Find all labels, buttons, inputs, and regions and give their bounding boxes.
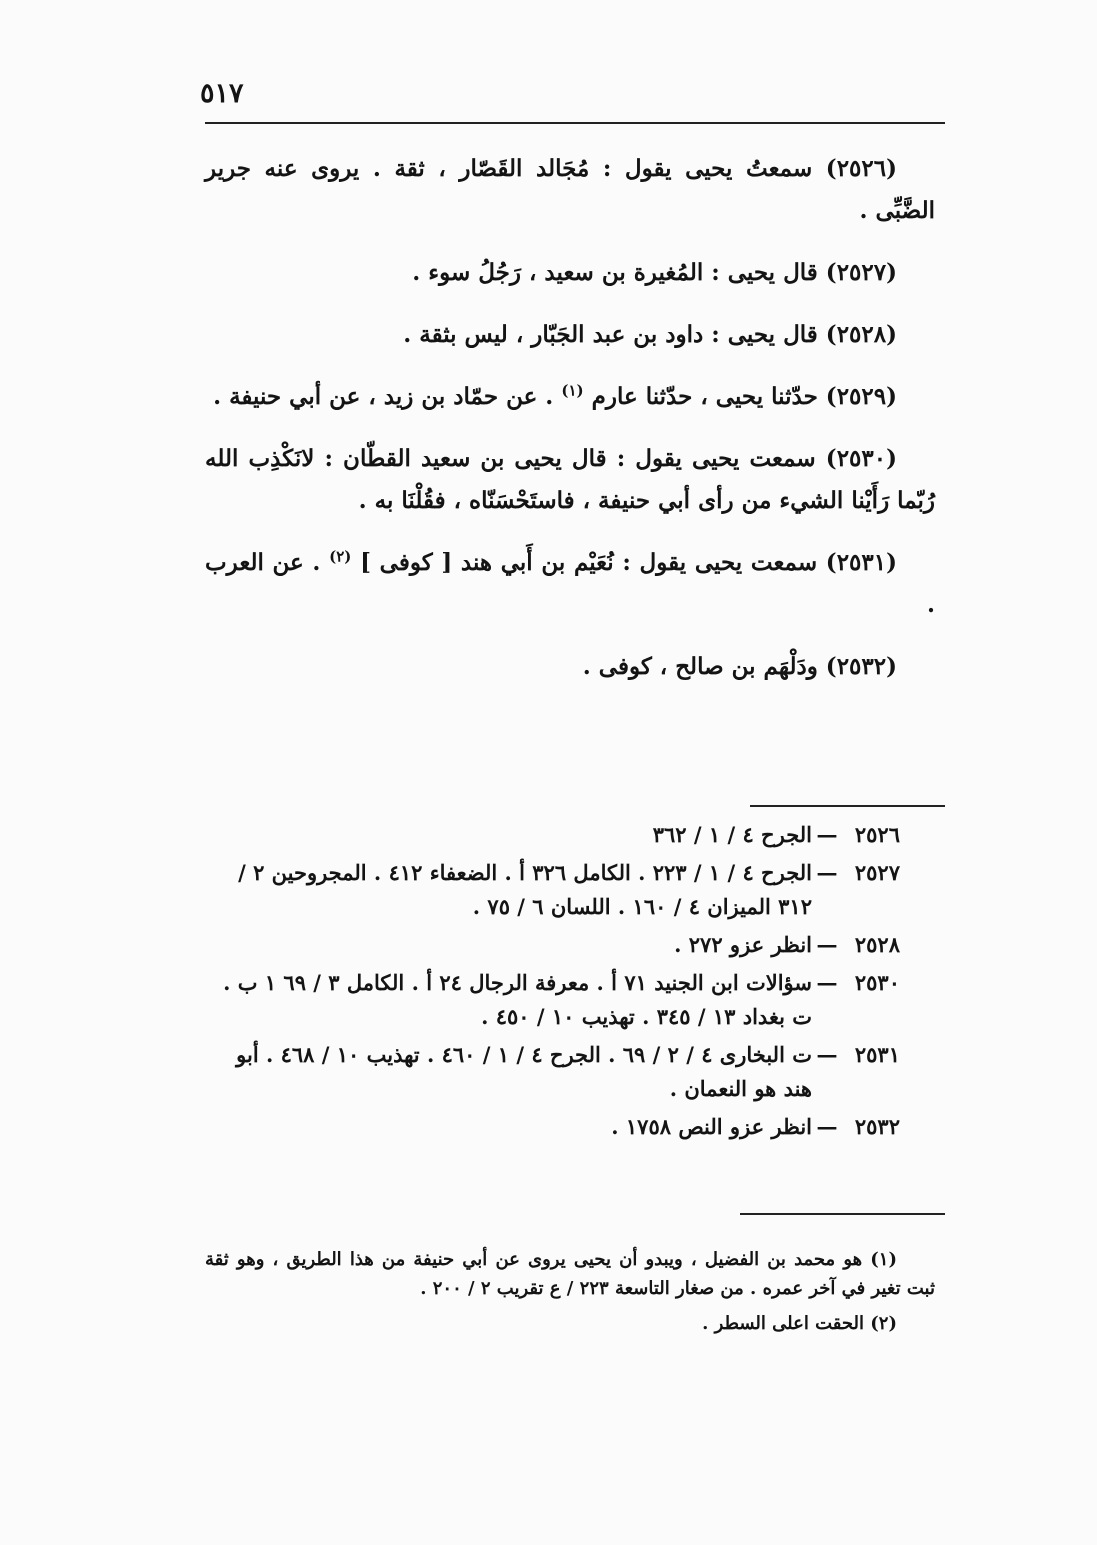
- references-divider: [750, 805, 945, 807]
- entry-2528: (٢٥٢٨) قال يحيى : داود بن عبد الجَبّار ، ليس بثقة .: [403, 321, 897, 348]
- reference-text: ت البخارى ٤ / ٢ / ٦٩ . الجرح ٤ / ١ / ٤٦٠ . تهذيب ١٠ / ٤٦٨ . أبو هند هو النعمان .: [236, 1042, 812, 1101]
- footnote-1: (١) هو محمد بن الفضيل ، ويبدو أن يحيى يروى عن أبي حنيفة من هذا الطريق ، وهو ثقة ثبت تغير في آخر عمره . من صغار التاسعة ٢٢٣ / ع تقريب ٢ / ٢٠٠ .: [205, 1249, 935, 1299]
- reference-item: [205, 928, 900, 962]
- reference-item: [205, 1110, 900, 1144]
- references-list: [205, 818, 900, 1148]
- reference-dash: —: [816, 822, 838, 847]
- entry-2530: (٢٥٣٠) سمعت يحيى يقول : قال يحيى بن سعيد القطّان : لانَكْذِب الله رُبّما رَأَيْنا الشيء من رأى أبي حنيفة ، فاستَحْسَنّاه ، فقُلْنَا به .: [205, 445, 935, 514]
- reference-number: ٢٥٢٨: [854, 932, 900, 957]
- reference-number: ٢٥٣١: [854, 1042, 900, 1067]
- reference-item: [205, 1038, 900, 1106]
- footnotes: [205, 1245, 935, 1344]
- footnote-marker-2: (٢): [329, 547, 352, 566]
- header-rule: [205, 122, 945, 124]
- reference-text: انظر عزو ٢٧٢ .: [674, 932, 812, 957]
- footnote-2: (٢) الحقت اعلى السطر .: [702, 1313, 897, 1334]
- entry-2527: (٢٥٢٧) قال يحيى : المُغيرة بن سعيد ، رَجُلُ سوء .: [412, 259, 897, 286]
- reference-text: الجرح ٤ / ١ / ٣٦٢: [652, 822, 812, 847]
- entry-2531: [205, 542, 935, 626]
- reference-text: انظر عزو النص ١٧٥٨ .: [611, 1114, 812, 1139]
- entry-2531-text-end: . عن العرب .: [205, 549, 935, 618]
- reference-item: [205, 966, 900, 1034]
- entry-2531-text-start: (٢٥٣١) سمعت يحيى يقول : نُعَيْم بن أَبي هند [ كوفى ]: [360, 549, 897, 576]
- entry-2529-text-end: . عن حمّاد بن زيد ، عن أبي حنيفة .: [213, 383, 562, 410]
- entry-2529: [205, 376, 935, 418]
- page-number: ٥١٧: [200, 78, 244, 109]
- footnote-marker-1: (١): [561, 381, 584, 400]
- main-text: [205, 148, 935, 708]
- reference-number: ٢٥٢٦: [854, 822, 900, 847]
- entry-2529-text-start: (٢٥٢٩) حدّثنا يحيى ، حدّثنا عارم: [591, 383, 897, 410]
- reference-text: الجرح ٤ / ١ / ٢٢٣ . الكامل ٣٢٦ أ . الضعفاء ٤١٢ . المجروحين ٢ / ٣١٢ الميزان ٤ / ١٦٠ . اللسان ٦ / ٧٥ .: [238, 860, 812, 919]
- reference-item: [205, 856, 900, 924]
- entry-2526: (٢٥٢٦) سمعتُ يحيى يقول : مُجَالد القَصّار ، ثقة . يروى عنه جرير الضَّبِّى .: [205, 155, 935, 224]
- reference-dash: —: [816, 970, 838, 995]
- reference-number: ٢٥٢٧: [854, 860, 900, 885]
- reference-number: ٢٥٣٠: [854, 970, 900, 995]
- reference-item: [205, 818, 900, 852]
- reference-dash: —: [816, 860, 838, 885]
- entry-2532: (٢٥٣٢) ودَلْهَم بن صالح ، كوفى .: [582, 653, 897, 680]
- reference-number: ٢٥٣٢: [854, 1114, 900, 1139]
- reference-dash: —: [816, 1042, 838, 1067]
- reference-text: سؤالات ابن الجنيد ٧١ أ . معرفة الرجال ٢٤ أ . الكامل ٣ / ٦٩ ١ ب . ت بغداد ١٣ / ٣٤٥ . تهذيب ١٠ / ٤٥٠ .: [223, 970, 812, 1029]
- footnotes-divider: [740, 1213, 945, 1215]
- reference-dash: —: [816, 1114, 838, 1139]
- reference-dash: —: [816, 932, 838, 957]
